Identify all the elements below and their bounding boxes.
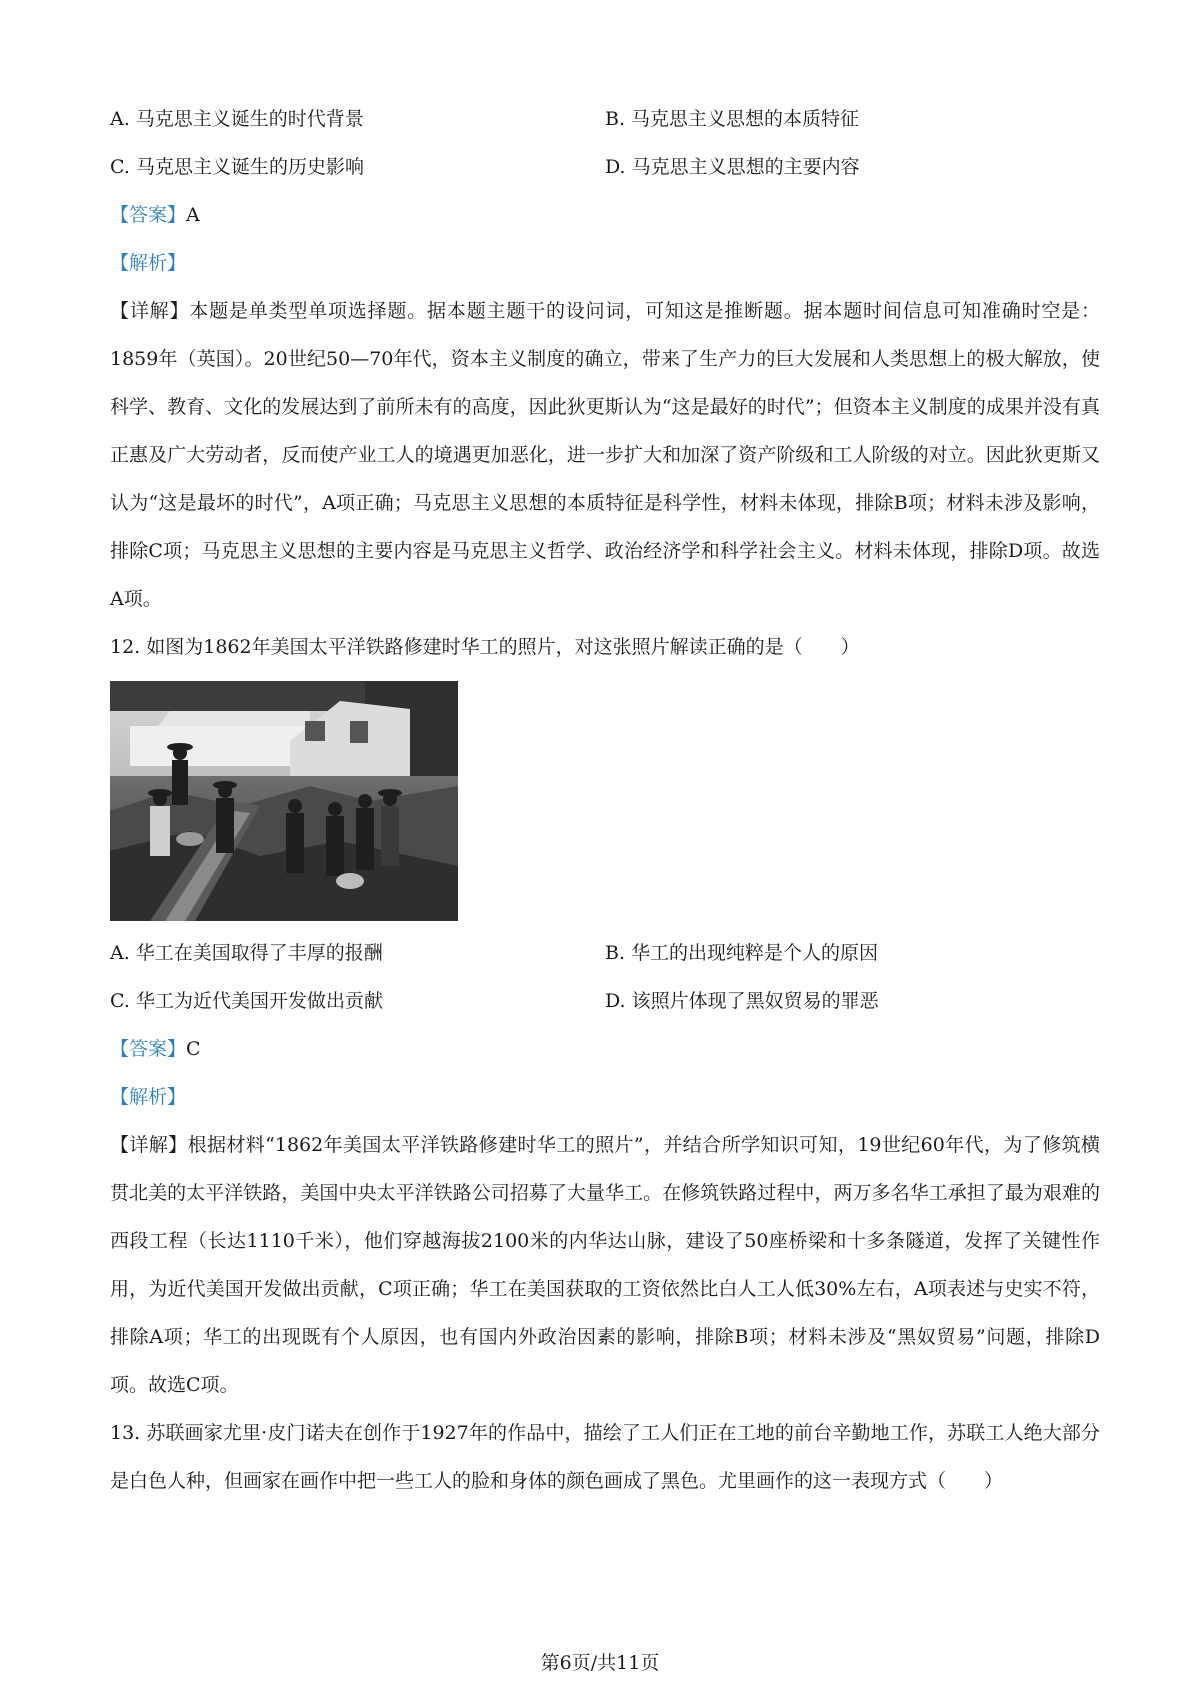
q12-option-b[interactable]: B. 华工的出现纯粹是个人的原因 <box>605 942 879 964</box>
q12-option-a[interactable]: A. 华工在美国取得了丰厚的报酬 <box>110 942 383 964</box>
q11-answer-value: A <box>186 204 200 226</box>
q11-analysis-tag: 【解析】 <box>110 252 187 274</box>
q12-answer-value: C <box>186 1038 201 1060</box>
q12-option-d[interactable]: D. 该照片体现了黑奴贸易的罪恶 <box>605 990 879 1012</box>
q12-options-row-1 <box>110 929 1100 977</box>
railroad-workers-photo <box>110 681 458 921</box>
q11-answer <box>110 191 1100 239</box>
q11-answer-tag: 【答案】 <box>110 204 187 226</box>
q12-detail: 【详解】根据材料“1862年美国太平洋铁路修建时华工的照片”，并结合所学知识可知，19世纪60年代，为了修筑横贯北美的太平洋铁路，美国中央太平洋铁路公司招募了大量华工。在修筑铁路过程中，两万多名华工承担了最为艰难的西段工程（长达1110千米），他们穿越海拔2100米的内华达山脉，建设了50座桥梁和十多条隧道，发挥了关键性作用，为近代美国开发做出贡献，C项正确；华工在美国获取的工资依然比白人工人低30%左右，A项表述与史实不符，排除A项；华工的出现既有个人原因，也有国内外政治因素的影响，排除B项；材料未涉及“黑奴贸易”问题，排除D项。故选C项。 <box>110 1134 1100 1396</box>
q12-answer-tag: 【答案】 <box>110 1038 187 1060</box>
q11-option-a[interactable]: A. 马克思主义诞生的时代背景 <box>110 108 364 130</box>
q11-option-b[interactable]: B. 马克思主义思想的本质特征 <box>605 108 860 130</box>
q12-options-row-2 <box>110 977 1100 1025</box>
q11-option-c[interactable]: C. 马克思主义诞生的历史影响 <box>110 156 364 178</box>
q11-options-row-1 <box>110 95 1100 143</box>
q11-detail: 【详解】本题是单类型单项选择题。据本题主题干的设问词，可知这是推断题。据本题时间信息可知准确时空是：1859年（英国）。20世纪50—70年代，资本主义制度的确立，带来了生产力的巨大发展和人类思想上的极大解放，使科学、教育、文化的发展达到了前所未有的高度，因此狄更斯认为“这是最好的时代”；但资本主义制度的成果并没有真正惠及广大劳动者，反而使产业工人的境遇更加恶化，进一步扩大和加深了资产阶级和工人阶级的对立。因此狄更斯又认为“这是最坏的时代”，A项正确；马克思主义思想的本质特征是科学性，材料未体现，排除B项；材料未涉及影响，排除C项；马克思主义思想的主要内容是马克思主义哲学、政治经济学和科学社会主义。材料未体现，排除D项。故选A项。 <box>110 300 1100 610</box>
page-content <box>110 95 1100 1505</box>
q11-option-d[interactable]: D. 马克思主义思想的主要内容 <box>605 156 860 178</box>
q11-options-row-2 <box>110 143 1100 191</box>
q12-analysis-tag: 【解析】 <box>110 1086 187 1108</box>
q13-stem: 13. 苏联画家尤里·皮门诺夫在创作于1927年的作品中，描绘了工人们正在工地的前台辛勤地工作，苏联工人绝大部分是白色人种，但画家在画作中把一些工人的脸和身体的颜色画成了黑色。尤里画作的这一表现方式（ ） <box>110 1422 1100 1492</box>
q12-answer <box>110 1025 1100 1073</box>
page-footer: 第6页/共11页 <box>540 1652 660 1674</box>
q12-option-c[interactable]: C. 华工为近代美国开发做出贡献 <box>110 990 383 1012</box>
q12-stem: 12. 如图为1862年美国太平洋铁路修建时华工的照片，对这张照片解读正确的是（ ） <box>110 636 860 658</box>
